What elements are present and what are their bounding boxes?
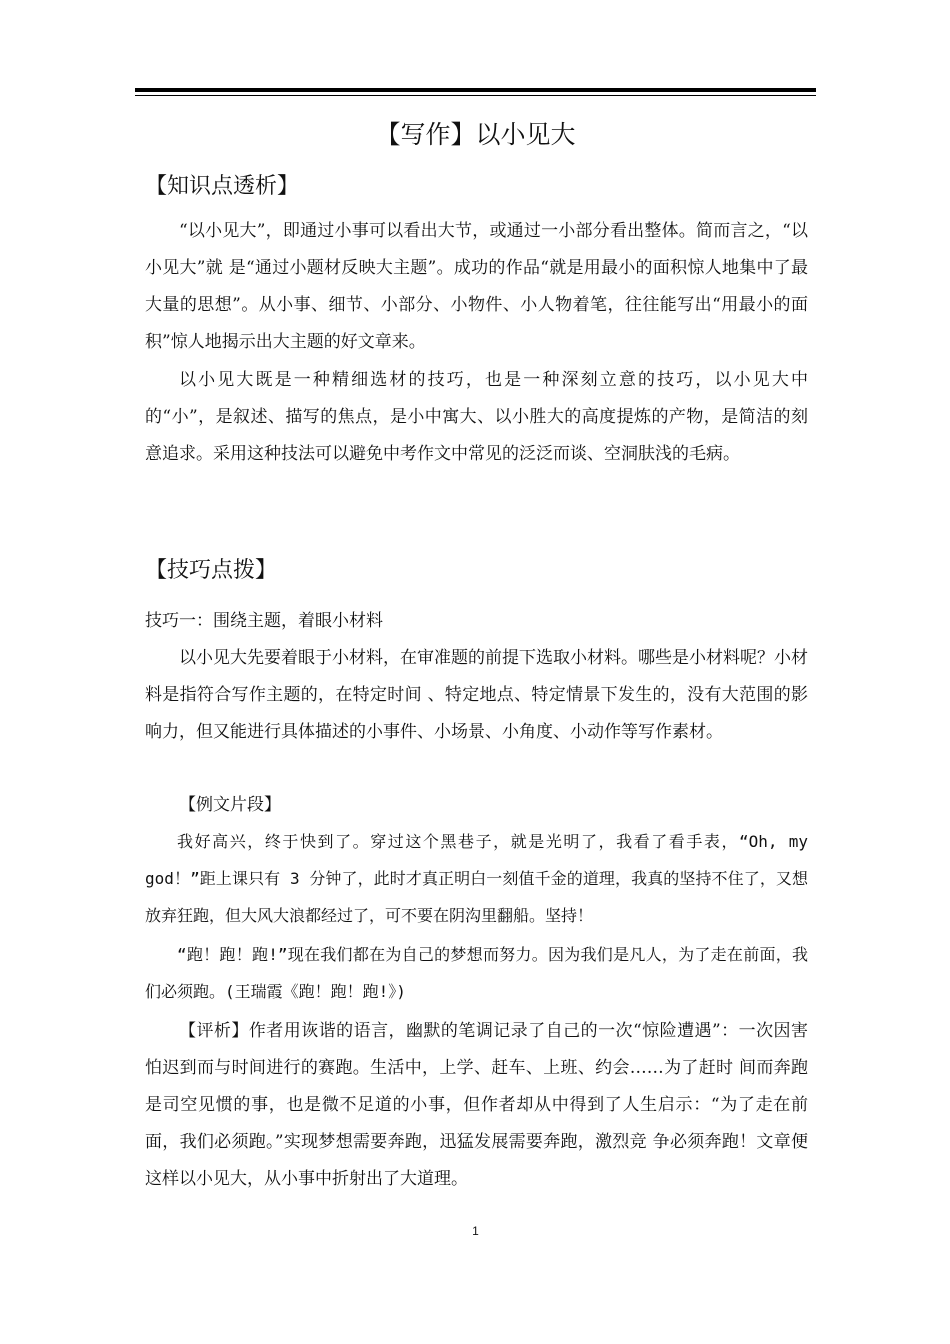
example-label: 【例文片段】 bbox=[179, 795, 281, 815]
section-heading-knowledge: 【知识点透析】 bbox=[145, 174, 300, 199]
header-rule-thick bbox=[135, 88, 816, 92]
header-rule-thin bbox=[135, 95, 816, 96]
page-title: 【写作】以小见大 bbox=[375, 120, 576, 149]
page-number: 1 bbox=[472, 1224, 479, 1238]
example-paragraph-2: “跑！跑！跑!”现在我们都在为自己的梦想而努力。因为我们是凡人，为了走在前面，我们必须跑。(王瑞霞《跑！跑！跑!》) bbox=[145, 945, 808, 1001]
comment-paragraph: 【评析】作者用诙谐的语言，幽默的笔调记录了自己的一次“惊险遭遇”：一次因害怕迟到而与时间进行的赛跑。生活中，上学、赶车、上班、约会……为了赶时 间而奔跑是司空见惯的事，也是微不足道的小事，但作者却从中得到了人生启示：“为了走在前面，我们必须跑。”实现梦想需要奔跑，迅猛发展需要奔跑，激烈竞 争必须奔跑！文章便这样以小见大，从小事中折射出了大道理。 bbox=[145, 1021, 808, 1189]
skill-one-title: 技巧一：围绕主题，着眼小材料 bbox=[145, 611, 383, 631]
skill-one-paragraph: 以小见大先要着眼于小材料，在审准题的前提下选取小材料。哪些是小材料呢？小材料是指符合写作主题的，在特定时间 、特定地点、特定情景下发生的，没有大范围的影响力，但又能进行具体描述的小事件、小场景、小角度、小动作等写作素材。 bbox=[145, 648, 808, 742]
knowledge-paragraph-2: 以小见大既是一种精细选材的技巧，也是一种深刻立意的技巧，以小见大中的“小”，是叙述、描写的焦点，是小中寓大、以小胜大的高度提炼的产物，是简洁的刻意追求。采用这种技法可以避免中考作文中常见的泛泛而谈、空洞肤浅的毛病。 bbox=[145, 370, 808, 464]
example-paragraph-1: 我好高兴，终于快到了。穿过这个黑巷子，就是光明了，我看了看手表，“Oh, my god！”距上课只有 3 分钟了，此时才真正明白一刻值千金的道理，我真的坚持不住了，又想放弃狂跑，但大风大浪都经过了，可不要在阴沟里翻船。坚持！ bbox=[145, 832, 808, 925]
knowledge-paragraph-1: “以小见大”，即通过小事可以看出大节，或通过一小部分看出整体。简而言之，“以小见大”就 是“通过小题材反映大主题”。成功的作品“就是用最小的面积惊人地集中了最大量的思想”。从小事、细节、小部分、小物件、小人物着笔，往往能写出“用最小的面积”惊人地揭示出大主题的好文章来。 bbox=[145, 221, 808, 352]
section-heading-skills: 【技巧点拨】 bbox=[145, 558, 278, 583]
